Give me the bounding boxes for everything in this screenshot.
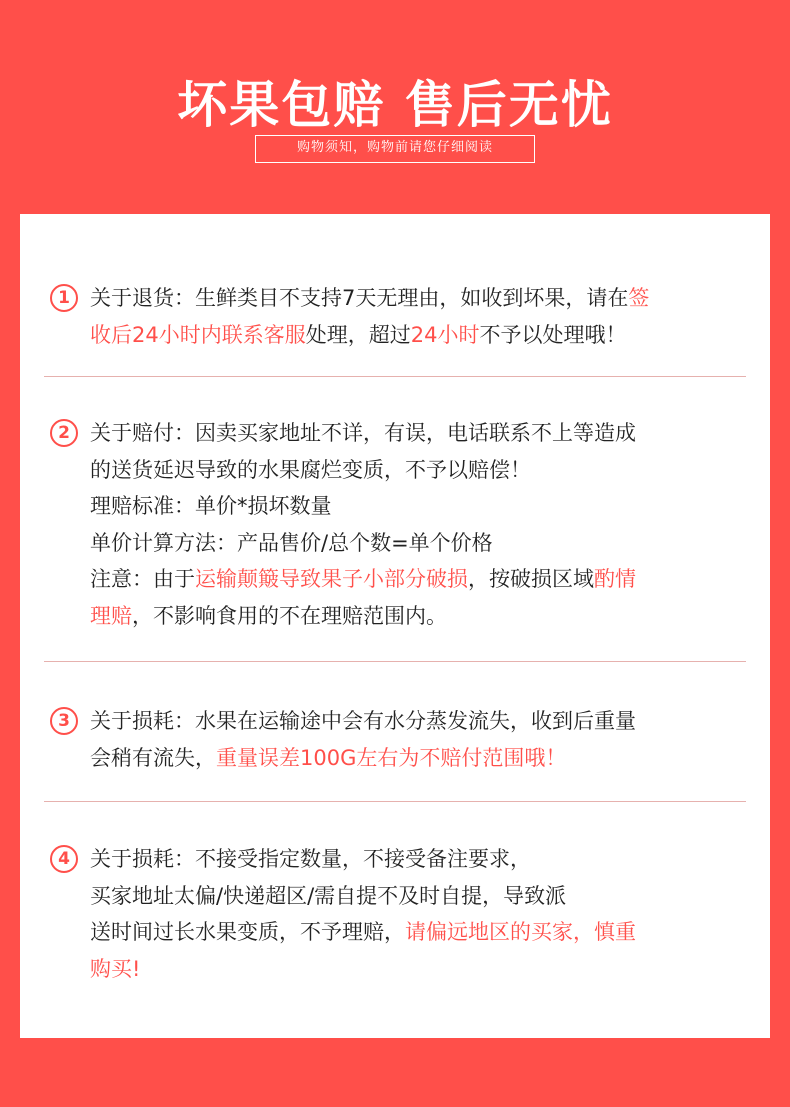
section-line — [90, 914, 740, 951]
body-text: 会稍有流失， — [90, 745, 216, 770]
highlight-text: 理赔 — [90, 603, 132, 628]
section-line — [90, 841, 740, 878]
section-line — [90, 598, 740, 635]
highlight-text: 24小时 — [410, 322, 480, 347]
body-text: 关于退货：生鲜类目不支持7天无理由，如收到坏果，请在 — [90, 286, 629, 310]
section-line — [90, 740, 740, 777]
section-text — [90, 280, 740, 353]
section-line — [90, 878, 740, 915]
section-text — [90, 415, 740, 634]
body-text: 买家地址太偏/快递超区/需自提不及时自提，导致派 — [90, 883, 567, 908]
section-text — [90, 703, 740, 776]
section-line — [90, 452, 740, 489]
body-text: 不予以处理哦！ — [479, 322, 627, 347]
body-text: 关于损耗：不接受指定数量，不接受备注要求， — [90, 847, 531, 871]
section-text — [90, 841, 740, 987]
highlight-text: 购买! — [90, 956, 141, 981]
highlight-text: 收后24小时内联系客服 — [90, 322, 306, 347]
section-line — [90, 280, 740, 317]
body-text: 注意：由于 — [90, 567, 195, 591]
notice-card — [20, 214, 770, 1038]
divider — [44, 801, 746, 802]
body-text: 送时间过长水果变质，不予理赔， — [90, 920, 405, 944]
section-line — [90, 317, 740, 354]
section-number: 2 — [50, 419, 78, 447]
highlight-text: 签 — [628, 286, 650, 310]
subtitle-box: 购物须知，购物前请您仔细阅读 — [255, 135, 535, 163]
section-line — [90, 488, 740, 525]
body-text: 单价计算方法：产品售价/总个数=单个价格 — [90, 530, 493, 555]
body-text: ，不影响食用的不在理赔范围内。 — [132, 603, 447, 628]
divider — [44, 661, 746, 662]
divider — [44, 376, 746, 377]
body-text: 理赔标准：单价*损坏数量 — [90, 494, 332, 518]
section-line — [90, 951, 740, 988]
highlight-text: 请偏远地区的买家，慎重 — [405, 920, 636, 944]
section-line — [90, 703, 740, 740]
highlight-text: 酌情 — [594, 567, 636, 591]
section-number: 4 — [50, 845, 78, 873]
body-text: 处理，超过 — [305, 322, 411, 347]
body-text: 关于损耗：水果在运输途中会有水分蒸发流失，收到后重量 — [90, 709, 636, 733]
highlight-text: 运输颠簸导致果子小部分破损 — [195, 567, 468, 591]
body-text: ，按破损区域 — [468, 567, 594, 591]
section-number: 3 — [50, 707, 78, 735]
section-line — [90, 561, 740, 598]
section-line — [90, 525, 740, 562]
section-number: 1 — [50, 284, 78, 312]
section-line — [90, 415, 740, 452]
page-title: 坏果包赔 售后无忧 — [177, 76, 613, 134]
highlight-text: 重量误差100G左右为不赔付范围哦！ — [216, 745, 567, 770]
body-text: 关于赔付：因卖买家地址不详，有误，电话联系不上等造成 — [90, 421, 636, 445]
body-text: 的送货延迟导致的水果腐烂变质，不予以赔偿！ — [90, 457, 531, 482]
